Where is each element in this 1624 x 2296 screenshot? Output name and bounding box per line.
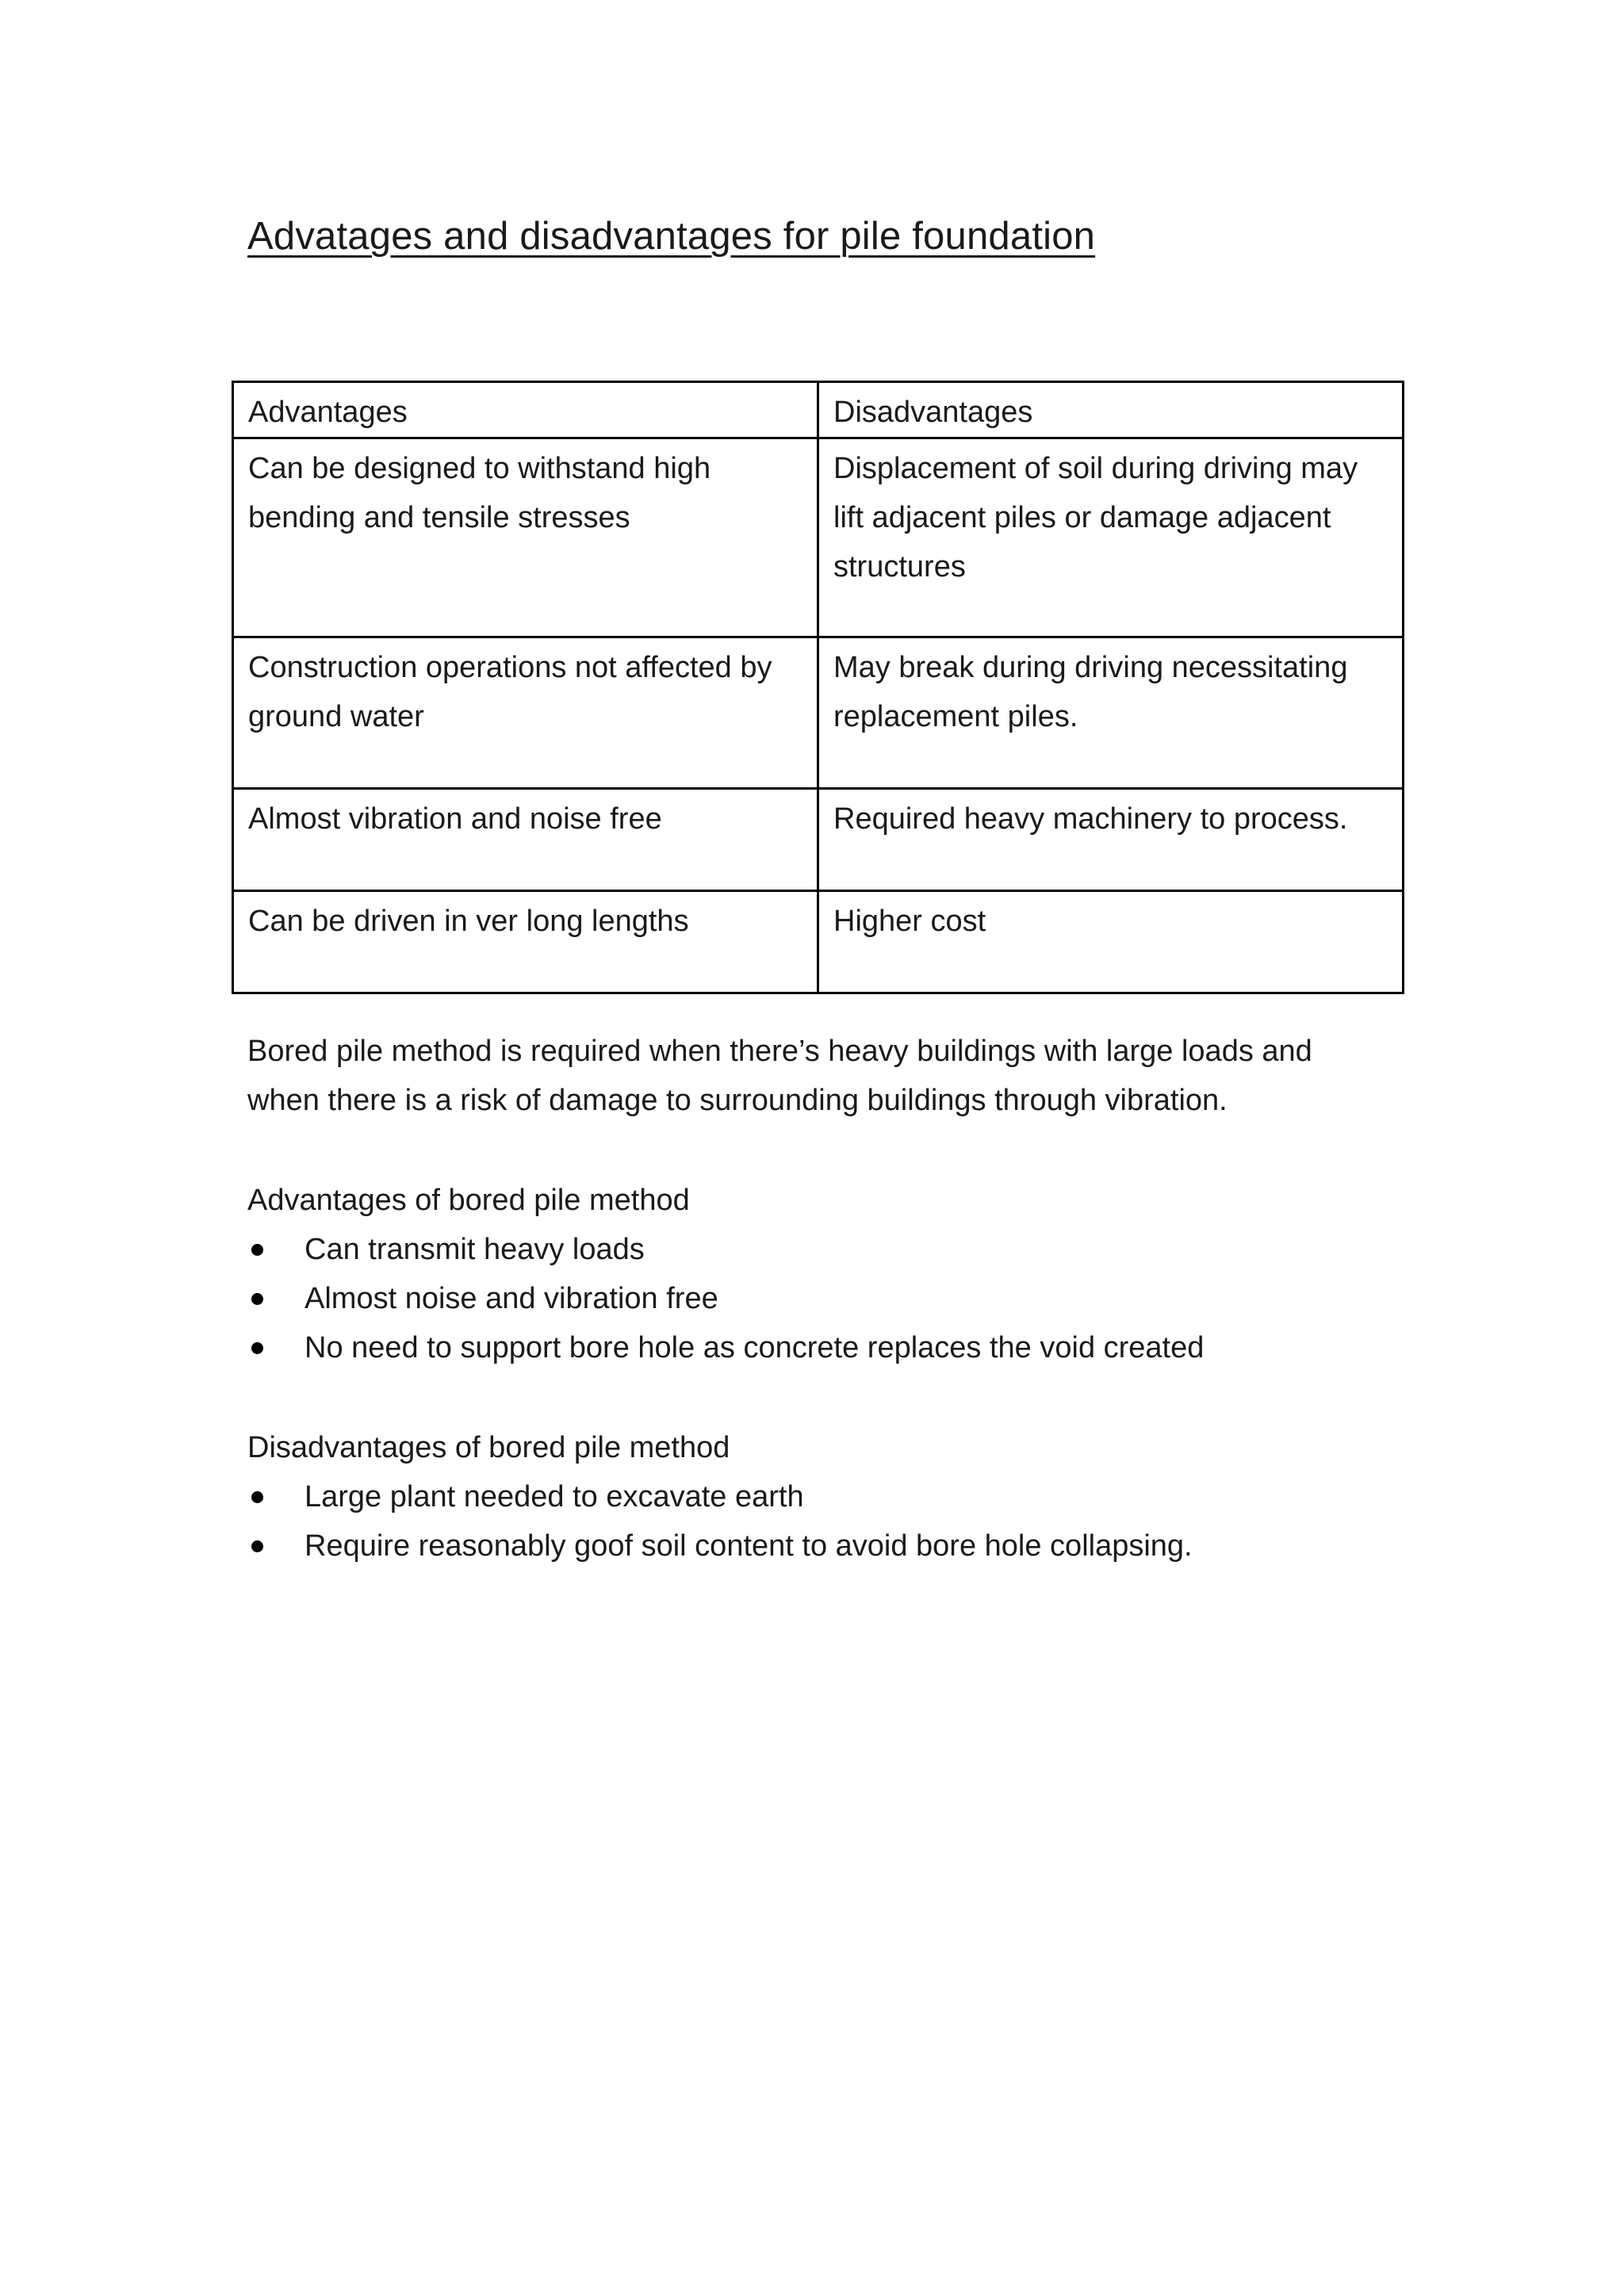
table-cell: Construction operations not affected by ground water bbox=[233, 637, 818, 789]
list-item-text: No need to support bore hole as concrete replaces the void created bbox=[304, 1331, 1205, 1364]
table-header-row bbox=[233, 382, 1404, 438]
bored-pile-paragraph: Bored pile method is required when there’s heavy buildings with large loads and when there is a risk of damage to surrounding buildings through vibration. bbox=[247, 1035, 1312, 1117]
table-row bbox=[233, 789, 1404, 891]
bullet-icon bbox=[251, 1293, 263, 1305]
disadvantages-heading: Disadvantages of bored pile method bbox=[247, 1431, 730, 1464]
bullet-icon bbox=[251, 1342, 263, 1354]
page-title: Advatages and disadvantages for pile foundation bbox=[247, 215, 1096, 258]
list-item bbox=[247, 1472, 1193, 1521]
list-item bbox=[247, 1323, 1204, 1372]
table-row bbox=[233, 891, 1404, 993]
list-item-text: Large plant needed to excavate earth bbox=[304, 1480, 804, 1513]
list-item bbox=[247, 1225, 1204, 1274]
table-cell: Higher cost bbox=[818, 891, 1404, 993]
list-item-text: Can transmit heavy loads bbox=[304, 1233, 645, 1266]
list-item bbox=[247, 1521, 1193, 1571]
table-cell: Almost vibration and noise free bbox=[233, 789, 818, 891]
table-cell: Can be driven in ver long lengths bbox=[233, 891, 818, 993]
table-cell: Can be designed to withstand high bending and tensile stresses bbox=[233, 438, 818, 637]
table-row bbox=[233, 637, 1404, 789]
bullet-icon bbox=[251, 1244, 263, 1256]
list-item-text: Almost noise and vibration free bbox=[304, 1282, 718, 1315]
bullet-icon bbox=[251, 1540, 263, 1552]
table-row bbox=[233, 438, 1404, 637]
bullet-icon bbox=[251, 1491, 263, 1503]
table-cell: Required heavy machinery to process. bbox=[818, 789, 1404, 891]
disadvantages-list bbox=[247, 1472, 1193, 1571]
table-cell: Displacement of soil during driving may lift adjacent piles or damage adjacent structures bbox=[818, 438, 1404, 637]
table-header-advantages: Advantages bbox=[233, 382, 818, 438]
advantages-list bbox=[247, 1225, 1204, 1372]
advantages-heading: Advantages of bored pile method bbox=[247, 1184, 690, 1217]
table-cell: May break during driving necessitating replacement piles. bbox=[818, 637, 1404, 789]
table-header-disadvantages: Disadvantages bbox=[818, 382, 1404, 438]
comparison-table bbox=[232, 381, 1404, 994]
list-item bbox=[247, 1274, 1204, 1323]
list-item-text: Require reasonably goof soil content to avoid bore hole collapsing. bbox=[304, 1529, 1193, 1563]
